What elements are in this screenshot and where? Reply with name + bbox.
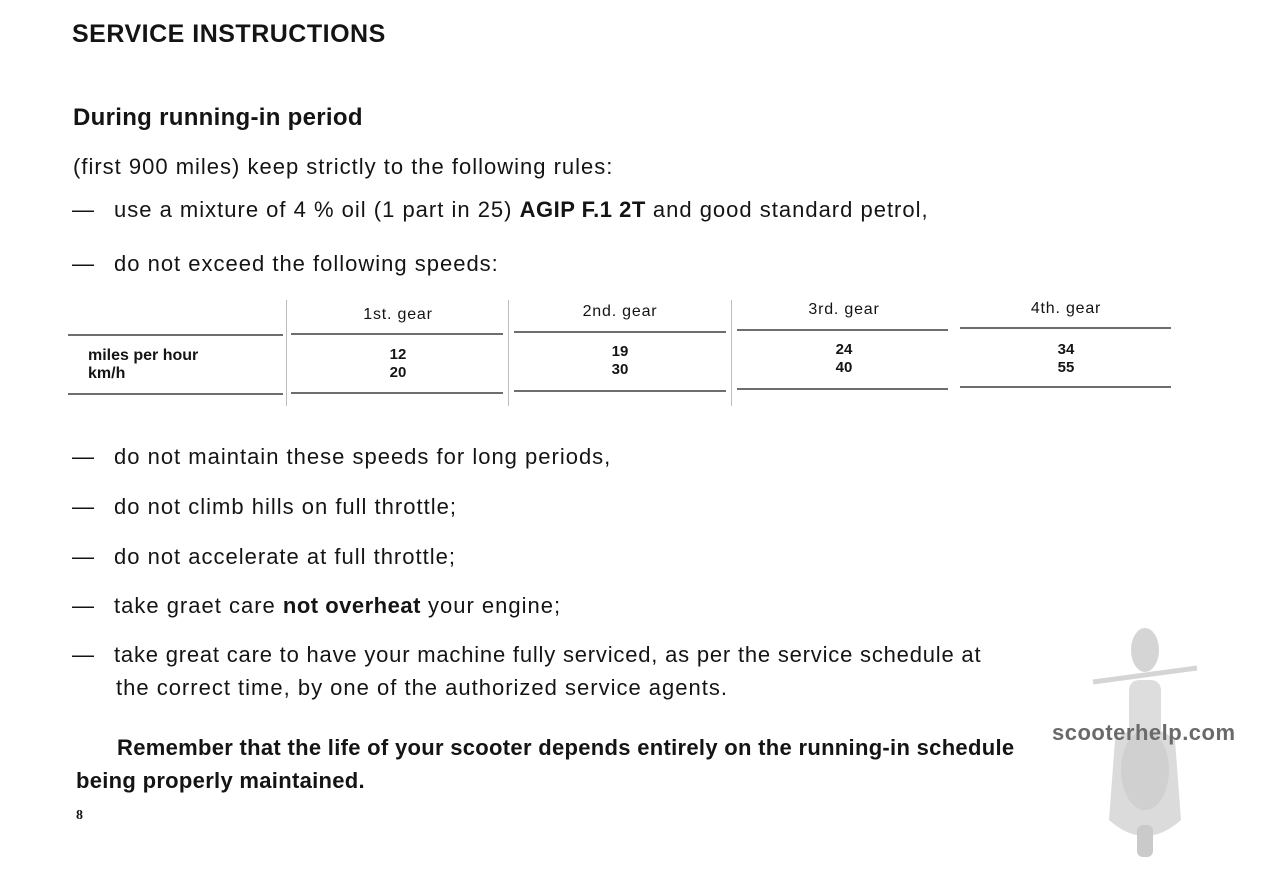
table-rule <box>291 333 503 335</box>
row-label-mph: miles per hour <box>88 347 199 364</box>
table-rule <box>960 327 1171 329</box>
table-divider <box>508 300 509 406</box>
rule-maintain-text: do not maintain these speeds for long periods, <box>114 444 612 469</box>
dash-bullet: — <box>72 197 95 222</box>
rule-service-line-1: take great care to have your machine fully serviced, as per the service schedule at <box>114 642 982 667</box>
gear-header-3: 3rd. gear <box>808 301 880 318</box>
dash-bullet: — <box>72 593 95 618</box>
rule-service <box>72 642 981 668</box>
closing-line-2: being properly maintained. <box>76 768 365 793</box>
rule-overheat <box>72 593 561 619</box>
rule-mixture <box>72 197 929 223</box>
kmh-gear-3: 40 <box>835 359 853 376</box>
row-label-kmh: km/h <box>88 365 126 382</box>
table-rule <box>960 386 1171 388</box>
rule-hills <box>72 494 457 520</box>
mph-gear-1: 12 <box>389 346 407 363</box>
rule-accelerate <box>72 544 456 570</box>
rule-hills-text: do not climb hills on full throttle; <box>114 494 457 519</box>
rule-speeds-text: do not exceed the following speeds: <box>114 251 499 276</box>
kmh-gear-4: 55 <box>1057 359 1075 376</box>
dash-bullet: — <box>72 642 95 667</box>
gear-header-4: 4th. gear <box>1030 300 1102 317</box>
gear-header-2: 2nd. gear <box>582 303 658 320</box>
page-title: SERVICE INSTRUCTIONS <box>72 20 386 48</box>
section-subheading: During running-in period <box>73 104 363 131</box>
kmh-gear-2: 30 <box>611 361 629 378</box>
table-rule <box>737 329 948 331</box>
rule-overheat-text: take graet care <box>114 593 283 618</box>
rule-maintain <box>72 444 611 470</box>
dash-bullet: — <box>72 444 95 469</box>
table-rule <box>737 388 948 390</box>
dash-bullet: — <box>72 494 95 519</box>
table-divider <box>731 300 732 406</box>
mph-gear-3: 24 <box>835 341 853 358</box>
gear-header-1: 1st. gear <box>363 306 433 323</box>
table-rule <box>68 393 283 395</box>
rule-service-line-2: the correct time, by one of the authorized service agents. <box>116 675 728 700</box>
rule-speeds <box>72 251 499 277</box>
closing-line-1: Remember that the life of your scooter depends entirely on the running-in schedule <box>117 735 1015 760</box>
kmh-gear-1: 20 <box>389 364 407 381</box>
table-divider <box>286 300 287 406</box>
dash-bullet: — <box>72 544 95 569</box>
dash-bullet: — <box>72 251 95 276</box>
watermark-text: scooterhelp.com <box>1052 720 1236 745</box>
page-number: 8 <box>76 808 83 823</box>
mph-gear-4: 34 <box>1057 341 1075 358</box>
rule-overheat-emphasis: not overheat <box>282 593 421 618</box>
rule-mixture-oil-brand: AGIP F.1 2T <box>519 197 646 222</box>
mph-gear-2: 19 <box>611 343 629 360</box>
table-rule <box>514 331 726 333</box>
table-rule <box>291 392 503 394</box>
rule-accelerate-text: do not accelerate at full throttle; <box>114 544 456 569</box>
rule-overheat-text-end: your engine; <box>420 593 562 618</box>
rule-mixture-text: use a mixture of 4 % oil (1 part in 25) <box>114 197 520 222</box>
table-rule <box>68 334 283 336</box>
rule-mixture-text-end: and good standard petrol, <box>645 197 929 222</box>
intro-text: (first 900 miles) keep strictly to the following rules: <box>73 154 614 179</box>
table-rule <box>514 390 726 392</box>
